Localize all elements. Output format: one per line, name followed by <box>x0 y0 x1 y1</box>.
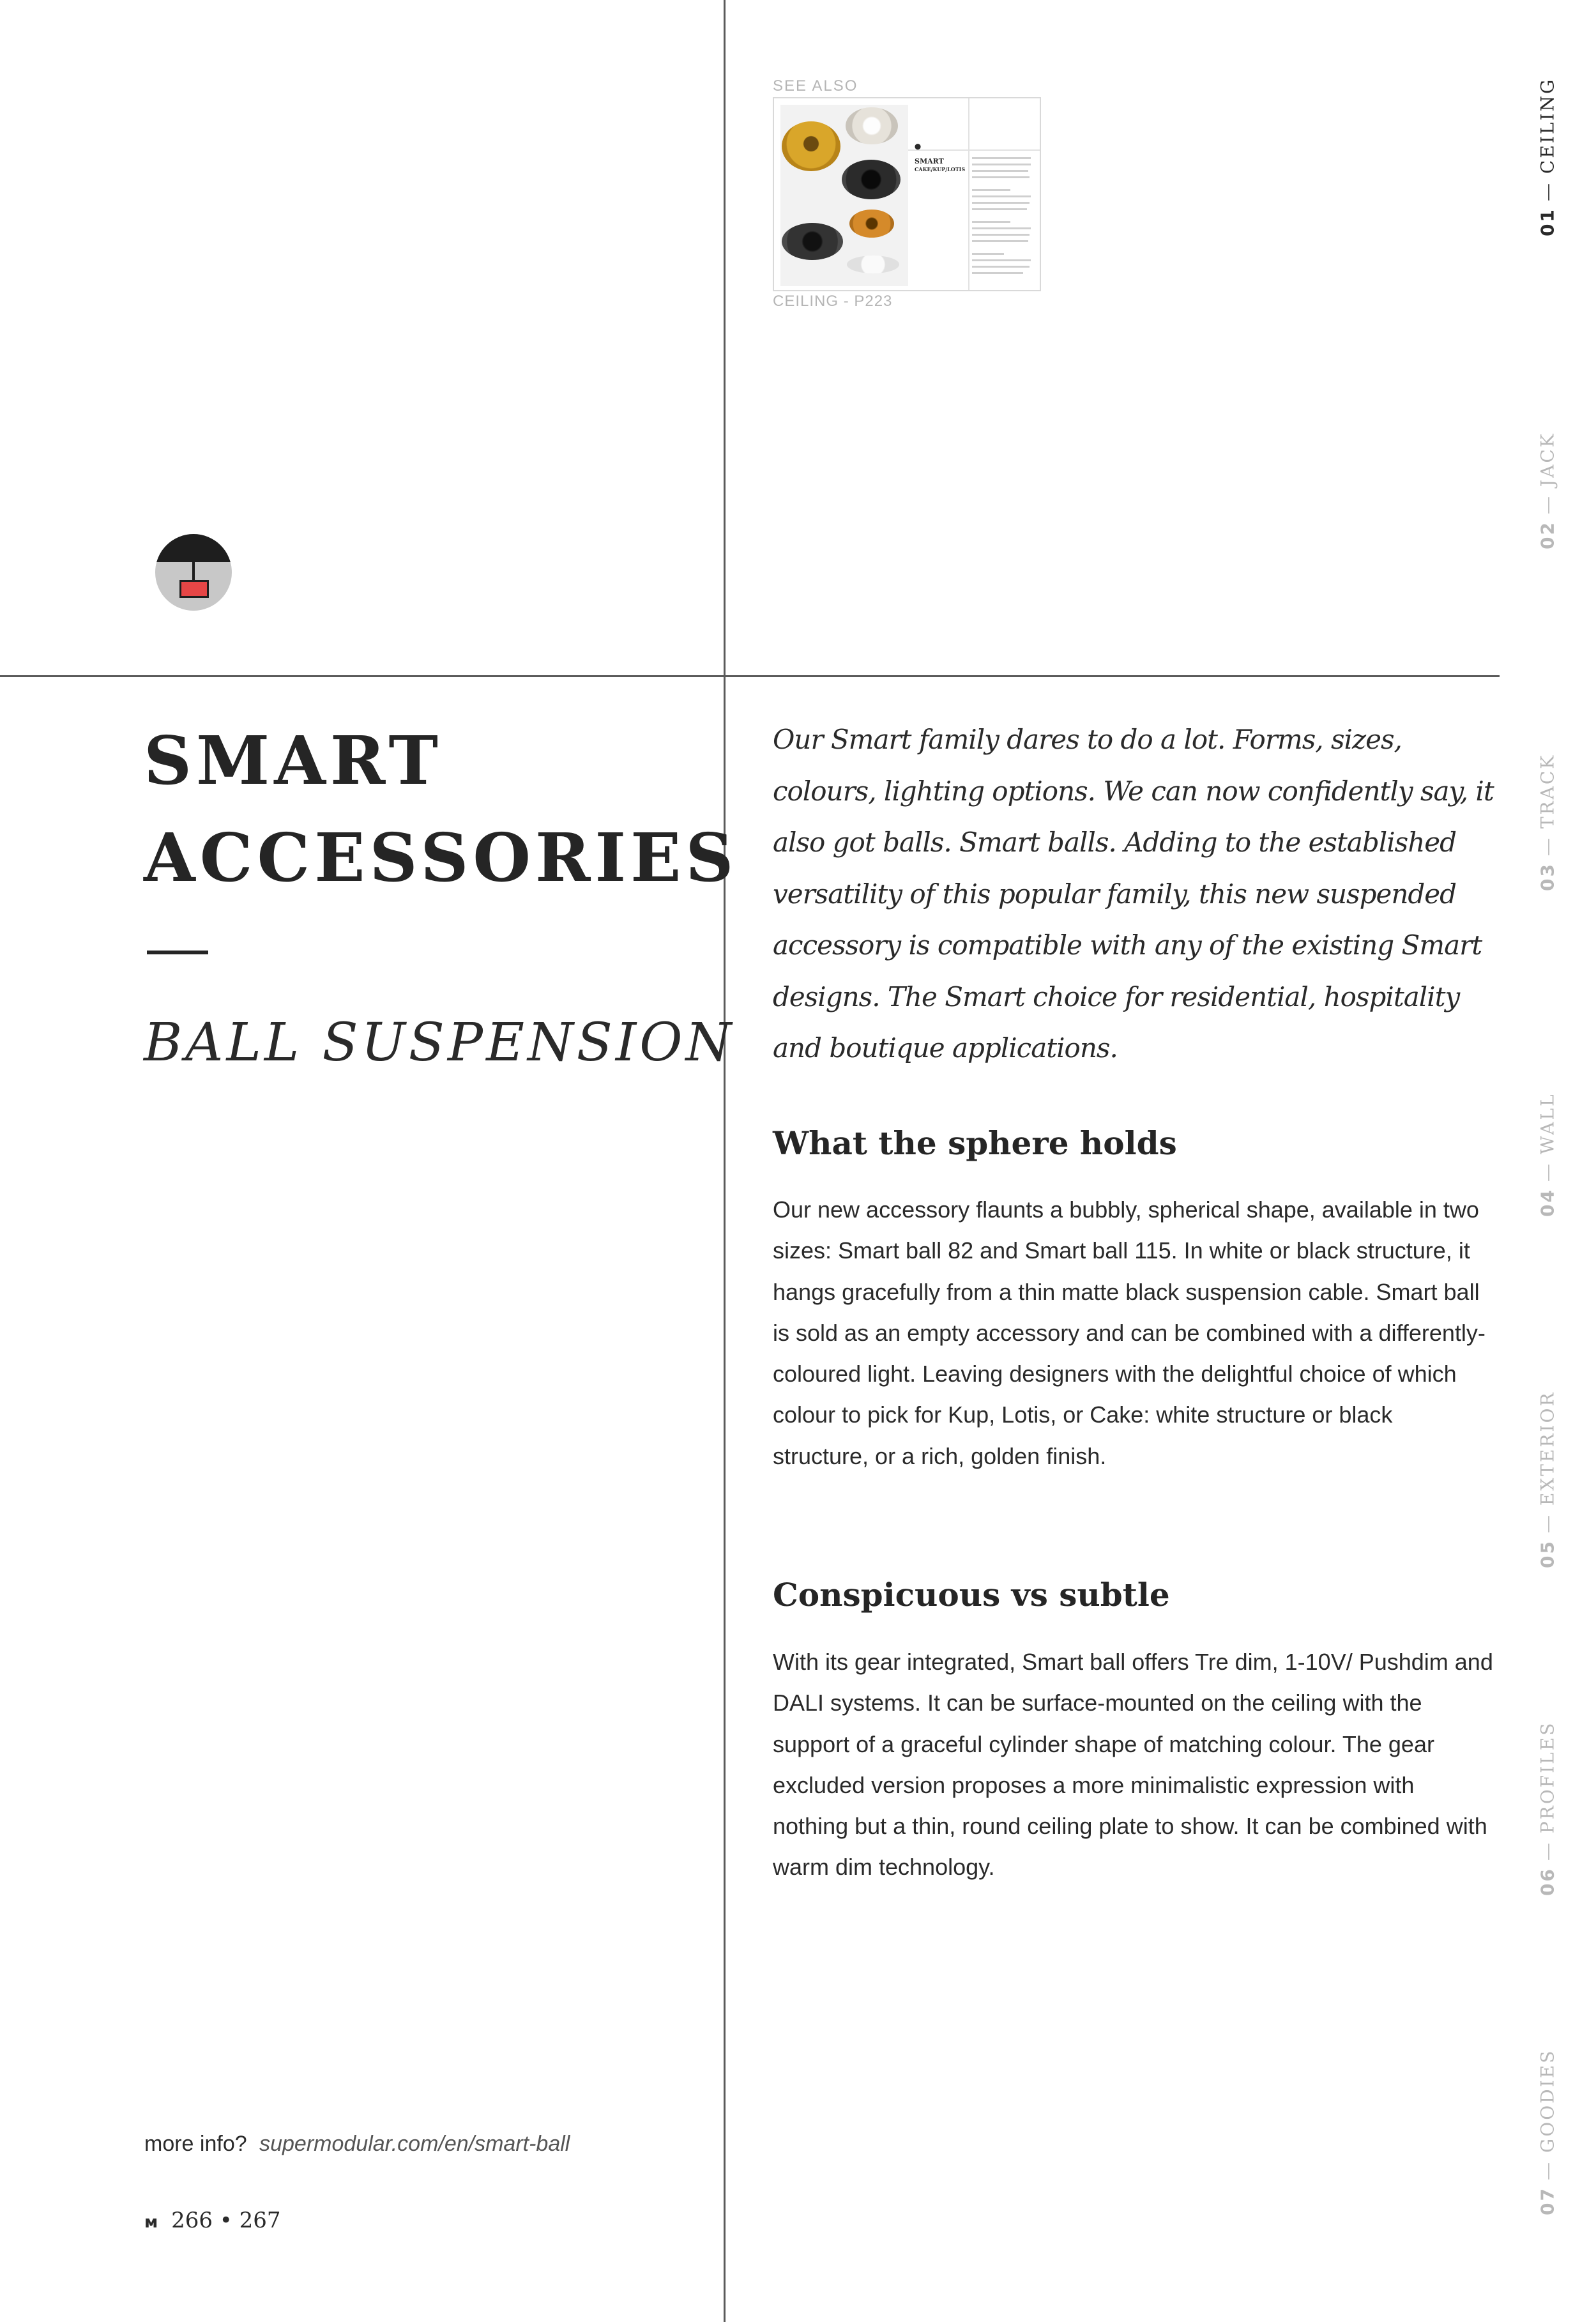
section-body-sphere: Our new accessory flaunts a bubbly, spherical shape, available in two sizes: Smart ball 82 and Smart ball 115. In white or black structure, it hangs gracefully from a thin matte black suspension cable. Smart ball is sold as an empty accessory and can be combined with a differently-coloured light. Leaving designers with the delightful choice of which colour to pick for Kup, Lotis, or Cake: white structure or black structure, or a rich, golden finish. <box>773 1196 1486 1469</box>
see-also-label: SEE ALSO <box>773 77 858 95</box>
tab-number: 03 <box>1537 862 1558 891</box>
thumbnail-icon: ⬤ <box>915 143 922 149</box>
tab-jack[interactable] <box>1531 432 1563 549</box>
more-info-label: more info? <box>144 2132 247 2156</box>
intro-paragraph: Our Smart family dares to do a lot. Forms, sizes, colours, lighting options. We can now confidently say, it also got balls. Smart balls. Adding to the established versatility of this popular family, this new suspended accessory is compatible with any of the existing Smart designs. The Smart choice for residential, hospitality and boutique applications. <box>773 724 1494 1064</box>
thumbnail-subtitle: CAKE/KUP/LOTIS <box>915 166 966 172</box>
page-subtitle: BALL SUSPENSION <box>144 1012 735 1073</box>
white-plate-image <box>847 256 899 273</box>
tab-label: — WALL <box>1537 1092 1558 1182</box>
black-ring-image <box>782 223 843 260</box>
tab-label: — TRACK <box>1537 753 1558 857</box>
tab-wall[interactable] <box>1531 1092 1563 1217</box>
thumbnail-text-line <box>972 164 1031 165</box>
more-info <box>144 2132 570 2157</box>
thumbnail-text-line <box>972 176 1030 178</box>
thumbnail-photo-panel <box>780 105 908 286</box>
thumbnail-text-line <box>972 240 1028 242</box>
section-heading-sphere: What the sphere holds <box>773 1124 1177 1162</box>
tab-label: — JACK <box>1537 432 1558 515</box>
title-line-2: ACCESSORIES <box>144 818 738 897</box>
thumbnail-rule <box>968 98 969 290</box>
suspended-lamp-icon <box>155 534 232 611</box>
thumbnail-text-line <box>972 272 1023 274</box>
section-body-conspicuous: With its gear integrated, Smart ball offers Tre dim, 1-10V/ Pushdim and DALI systems. It can be surface-mounted on the ceiling with the support of a graceful cylinder shape of matching colour. The gear excluded version proposes a more minimalistic expression with nothing but a thin, round ceiling plate to show. It can be combined with warm dim technology. <box>773 1649 1493 1881</box>
icon-cable-part <box>192 562 195 581</box>
tab-label: — CEILING <box>1537 77 1558 202</box>
tab-number: 07 <box>1537 2187 1558 2215</box>
column-divider-horizontal <box>0 675 1500 677</box>
column-divider-vertical <box>724 0 726 2322</box>
icon-lamp-part <box>179 580 209 598</box>
thumbnail-title: SMART <box>915 157 944 165</box>
thumbnail-text-line <box>972 266 1030 268</box>
tab-number: 04 <box>1537 1188 1558 1217</box>
thumbnail-text-line <box>972 221 1010 223</box>
thumbnail-text-line <box>972 227 1031 229</box>
tab-track[interactable] <box>1531 753 1563 891</box>
thumbnail-text-line <box>972 170 1028 172</box>
thumbnail-text-line <box>972 234 1030 236</box>
page-title <box>144 712 738 906</box>
tab-label: — PROFILES <box>1537 1721 1558 1861</box>
thumbnail-text-line <box>972 259 1031 261</box>
thumbnail-text-line <box>972 189 1010 191</box>
see-also-caption: CEILING - P223 <box>773 293 893 310</box>
tab-number: 05 <box>1537 1539 1558 1568</box>
tab-goodies[interactable] <box>1531 2049 1563 2215</box>
icon-ceiling-part <box>155 534 232 562</box>
title-dash <box>147 951 208 954</box>
see-also-thumbnail[interactable] <box>773 97 1041 291</box>
tab-label: — GOODIES <box>1537 2049 1558 2181</box>
thumbnail-text-line <box>972 253 1004 255</box>
section-heading-conspicuous: Conspicuous vs subtle <box>773 1576 1170 1614</box>
more-info-link[interactable]: supermodular.com/en/smart-ball <box>259 2132 570 2156</box>
thumbnail-text-line <box>972 208 1027 210</box>
thumbnail-rule <box>908 149 1040 151</box>
copper-downlight-image <box>849 210 894 238</box>
black-downlight-image <box>842 160 901 199</box>
thumbnail-text-line <box>972 195 1031 197</box>
tab-exterior[interactable] <box>1531 1391 1563 1568</box>
tab-ceiling[interactable] <box>1531 77 1563 236</box>
tab-profiles[interactable] <box>1531 1721 1563 1896</box>
white-downlight-image <box>846 107 898 144</box>
thumbnail-text-line <box>972 157 1031 159</box>
tab-number: 01 <box>1537 208 1558 236</box>
thumbnail-text-line <box>972 202 1030 204</box>
page-numbers <box>144 2208 281 2233</box>
title-line-1: SMART <box>144 721 443 800</box>
tab-number: 06 <box>1537 1867 1558 1896</box>
page-number-range: 266 • 267 <box>171 2208 281 2233</box>
tab-number: 02 <box>1537 521 1558 549</box>
tab-label: — EXTERIOR <box>1537 1391 1558 1534</box>
brand-logo-icon: ᴍ <box>144 2213 158 2232</box>
gold-downlight-image <box>782 121 840 171</box>
